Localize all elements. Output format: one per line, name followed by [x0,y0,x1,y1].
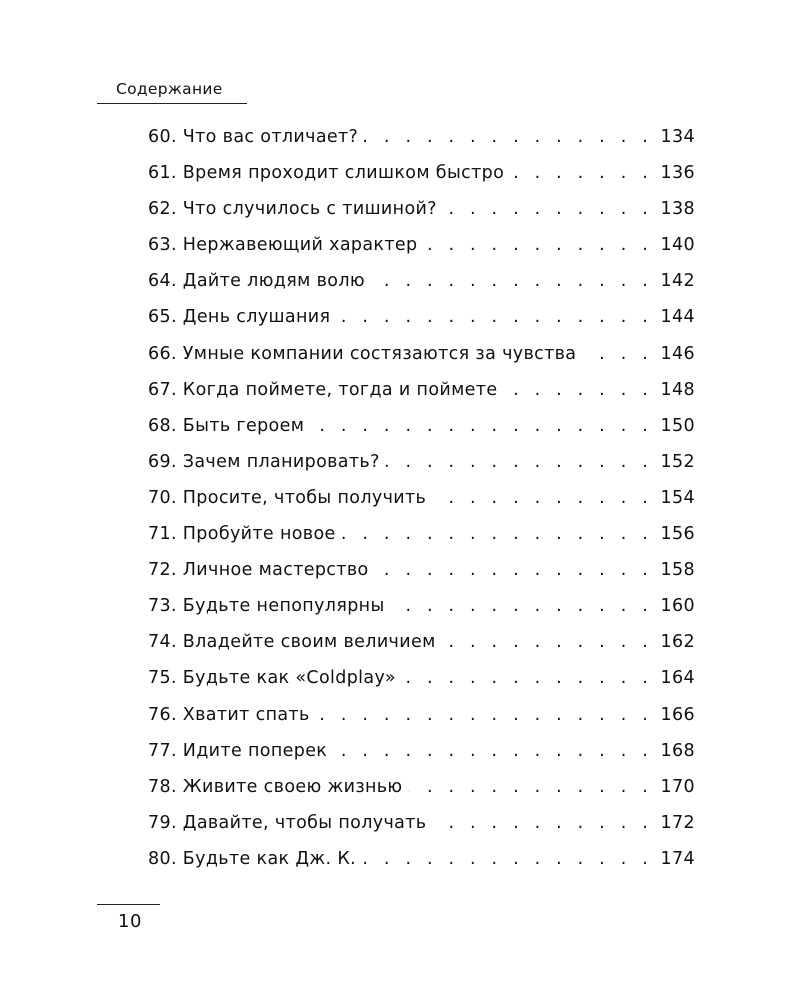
toc-entry-page: 156 [660,524,695,545]
toc-entry[interactable] [148,372,695,408]
toc-entry-page: 136 [660,163,695,184]
running-title: Содержание [116,80,223,98]
toc-entry[interactable] [148,408,695,444]
toc-entry[interactable] [148,697,695,733]
toc-entry[interactable] [148,588,695,624]
toc-entry-page: 164 [660,668,695,689]
toc-entry-page: 150 [660,415,695,436]
toc-entry[interactable] [148,841,695,877]
toc-entry-page: 162 [660,632,695,653]
toc-entry-page: 174 [660,848,695,869]
dot-leader [375,552,653,588]
toc-entry-title: 61. Время проходит слишком быстро [148,163,505,184]
toc-entry-page: 146 [660,343,695,364]
toc-entry-title: 63. Нержавеющий характер [148,235,418,256]
table-of-contents [148,119,695,877]
toc-entry-page: 154 [660,487,695,508]
toc-entry-title: 65. День слушания [148,307,331,328]
toc-entry-title: 64. Дайте людям волю [148,271,365,292]
toc-entry-page: 148 [660,379,695,400]
dot-leader [442,624,653,660]
dot-leader [316,697,653,733]
dot-leader [333,733,653,769]
dot-leader [582,336,653,372]
toc-entry[interactable] [148,227,695,263]
toc-entry[interactable] [148,769,695,805]
dot-leader [409,769,653,805]
toc-entry-title: 67. Когда поймете, тогда и поймете [148,379,498,400]
toc-entry[interactable] [148,480,695,516]
toc-entry[interactable] [148,552,695,588]
toc-entry-title: 74. Владейте своим величием [148,632,436,653]
dot-leader [386,444,653,480]
toc-entry-page: 142 [660,271,695,292]
dot-leader [371,263,653,299]
toc-entry[interactable] [148,660,695,696]
dot-leader [342,516,653,552]
dot-leader [336,299,653,335]
toc-entry-title: 78. Живите своею жизнью [148,776,403,797]
toc-entry-title: 60. Что вас отличает? [148,127,359,147]
toc-entry-title: 69. Зачем планировать? [148,451,380,472]
dot-leader [423,227,653,263]
toc-entry[interactable] [148,805,695,841]
toc-entry-title: 80. Будьте как Дж. К. [148,848,357,869]
page-number: 10 [118,911,142,932]
toc-entry-page: 168 [660,740,695,761]
toc-entry-title: 70. Просите, чтобы получить [148,487,427,508]
toc-entry[interactable] [148,155,695,191]
toc-entry-title: 66. Умные компании состязаются за чувства [148,343,577,364]
toc-entry-page: 160 [660,596,695,617]
toc-entry[interactable] [148,119,695,155]
dot-leader [402,660,653,696]
toc-entry-title: 68. Быть героем [148,415,305,436]
toc-entry[interactable] [148,299,695,335]
dot-leader [310,408,653,444]
toc-entry-page: 172 [660,812,695,833]
dot-leader [443,191,653,227]
dot-leader [432,480,653,516]
dot-leader [362,841,653,877]
toc-entry-page: 138 [660,199,695,220]
toc-entry-page: 166 [660,704,695,725]
toc-entry-page: 152 [660,451,695,472]
toc-entry[interactable] [148,733,695,769]
toc-entry[interactable] [148,624,695,660]
running-header [97,80,247,104]
toc-entry-title: 73. Будьте непопулярны [148,596,385,617]
dot-leader [510,155,653,191]
toc-entry-title: 76. Хватит спать [148,704,310,725]
dot-leader [432,805,653,841]
toc-entry-page: 144 [660,307,695,328]
dot-leader [391,588,653,624]
toc-entry-title: 79. Давайте, чтобы получать [148,812,427,833]
toc-entry-title: 62. Что случилось с тишиной? [148,199,437,220]
toc-entry-page: 140 [660,235,695,256]
toc-entry-title: 75. Будьте как «Coldplay» [148,668,396,689]
toc-entry-title: 72. Личное мастерство [148,560,369,581]
toc-entry[interactable] [148,444,695,480]
dot-leader [503,372,653,408]
toc-entry-title: 77. Идите поперек [148,740,328,761]
toc-entry-title: 71. Пробуйте новое [148,524,336,545]
toc-entry[interactable] [148,263,695,299]
toc-entry-page: 158 [660,560,695,581]
toc-entry-page: 134 [660,127,695,147]
dot-leader [364,119,653,155]
toc-entry[interactable] [148,336,695,372]
toc-entry-page: 170 [660,776,695,797]
toc-entry[interactable] [148,191,695,227]
toc-entry[interactable] [148,516,695,552]
footer-rule [97,904,160,905]
